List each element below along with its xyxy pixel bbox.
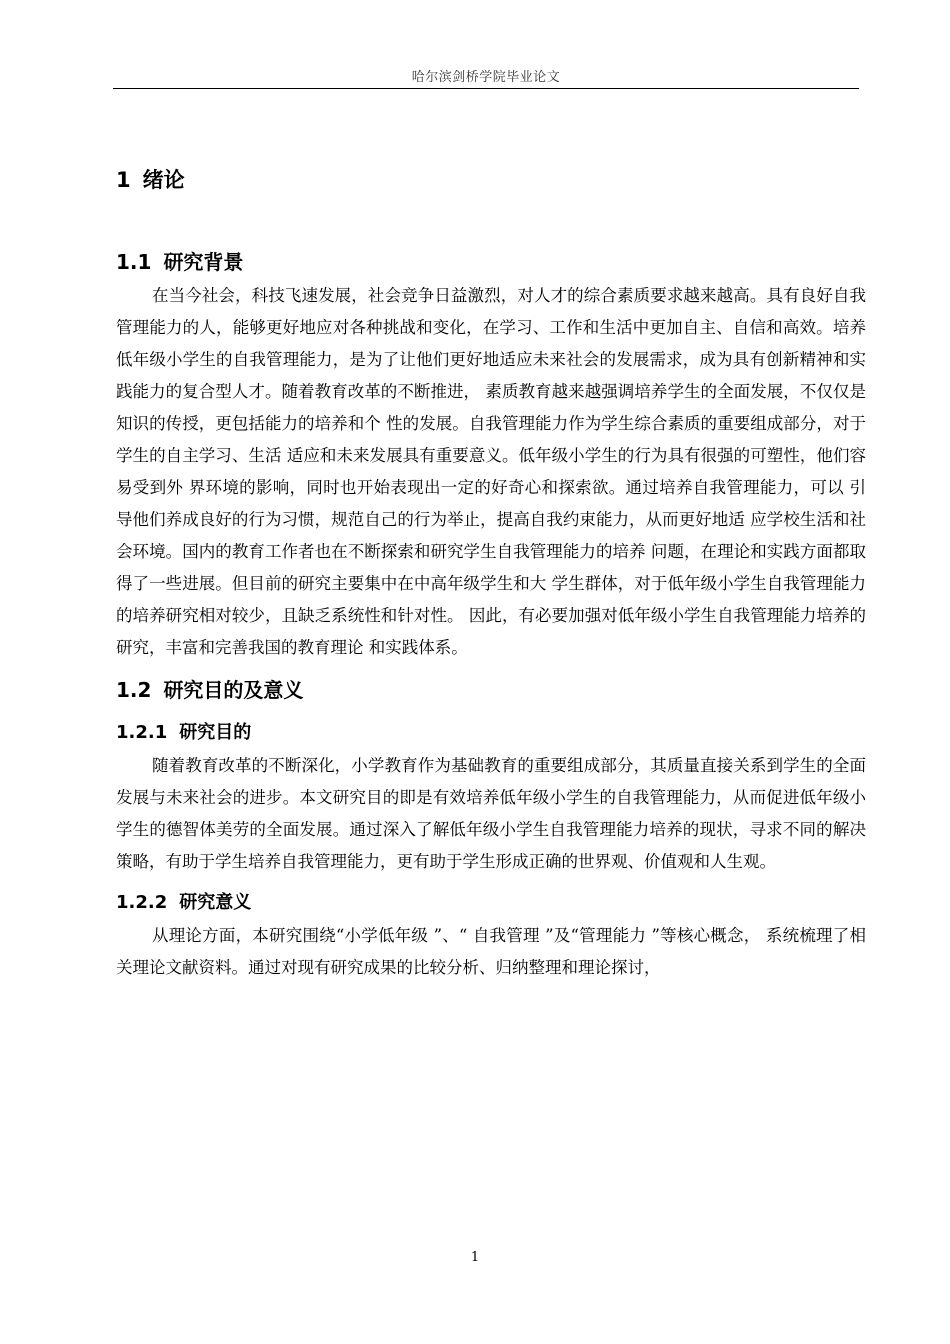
header-rule <box>113 88 859 89</box>
chapter-number: 1 <box>116 168 131 192</box>
section-heading-background <box>116 244 866 280</box>
chapter-title: 绪论 <box>142 168 185 192</box>
significance-paragraph: 从理论方面，本研究围绕“小学低年级 ”、“ 自我管理 ”及“管理能力 ”等核心概念， 系统梳理了相关理论文献资料。通过对现有研究成果的比较分析、归纳整理和理论探讨， <box>116 926 866 977</box>
purpose-paragraph: 随着教育改革的不断深化，小学教育作为基础教育的重要组成部分，其质量直接关系到学生的全面发展与未来社会的进步。本文研究目的即是有效培养低年级小学生的自我管理能力，从而促进低年级小学生的德智体美劳的全面发展。通过深入了解低年级小学生自我管理能力培养的现状，寻求不同的解决策略，有助于学生培养自我管理能力，更有助于学生形成正确的世界观、价值观和人生观。 <box>116 756 866 871</box>
section-heading-purpose-significance <box>116 672 866 708</box>
page-number: 1 <box>470 1250 480 1265</box>
subsection-title: 研究意义 <box>179 892 252 913</box>
subsection-title: 研究目的 <box>179 722 252 743</box>
subsection-heading-significance <box>116 886 866 920</box>
section-title: 研究目的及意义 <box>163 678 304 702</box>
chapter-heading <box>116 160 866 200</box>
subsection-number: 1.2.1 <box>116 722 168 743</box>
background-paragraph: 在当今社会，科技飞速发展，社会竞争日益激烈，对人才的综合素质要求越来越高。具有良好自我管理能力的人，能够更好地应对各种挑战和变化，在学习、工作和生活中更加自主、自信和高效。培养低年级小学生的自我管理能力，是为了让他们更好地适应未来社会的发展需求，成为具有创新精神和实践能力的复合型人才。随着教育改革的不断推进， 素质教育越来越强调培养学生的全面发展，不仅仅是知识的传授，更包括能力的培养和个 性的发展。自我管理能力作为学生综合素质的重要组成部分，对于学生的自主学习、生活 适应和未来发展具有重要意义。低年级小学生的行为具有很强的可塑性，他们容易受到外 界环境的影响，同时也开始表现出一定的好奇心和探索欲。通过培养自我管理能力，可以 引导他们养成良好的行为习惯，规范自己的行为举止，提高自我约束能力，从而更好地适 应学校生活和社会环境。国内的教育工作者也在不断探索和研究学生自我管理能力的培养 问题，在理论和实践方面都取得了一些进展。但目前的研究主要集中在中高年级学生和大 学生群体，对于低年级小学生自我管理能力的培养研究相对较少，且缺乏系统性和针对性。 因此，有必要加强对低年级小学生自我管理能力培养的研究，丰富和完善我国的教育理论 和实践体系。 <box>116 286 866 657</box>
subsection-heading-purpose <box>116 716 866 750</box>
page-header: 哈尔滨剑桥学院毕业论文 <box>411 70 561 85</box>
section-title: 研究背景 <box>163 250 244 274</box>
subsection-number: 1.2.2 <box>116 892 168 913</box>
section-number: 1.1 <box>116 250 152 274</box>
section-number: 1.2 <box>116 678 152 702</box>
page-body <box>116 160 866 984</box>
